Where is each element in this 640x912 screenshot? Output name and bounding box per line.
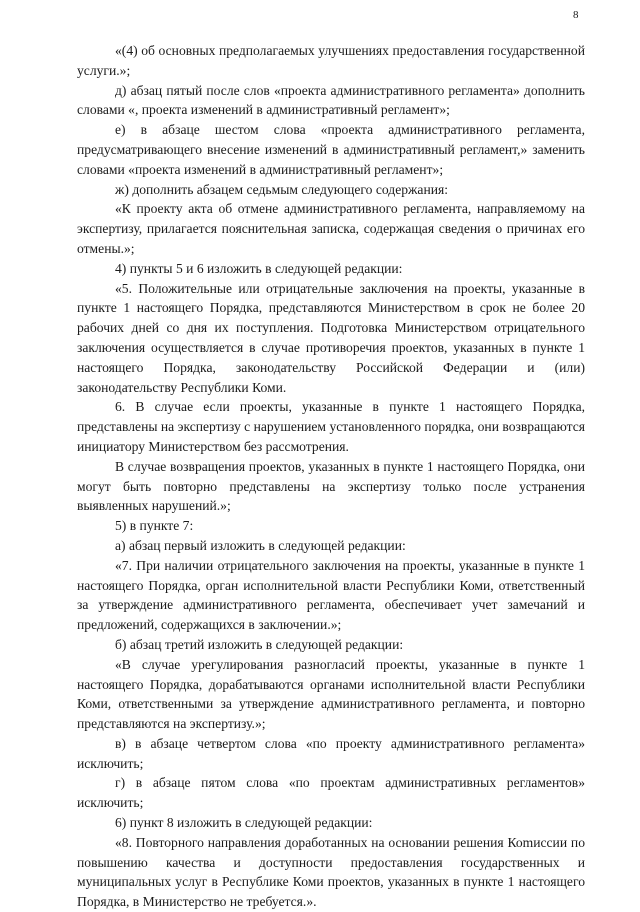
paragraph: б) абзац третий изложить в следующей редакции: <box>115 636 404 652</box>
paragraph: 6) пункт 8 изложить в следующей редакции: <box>115 815 373 831</box>
paragraph: 5) в пункте 7: <box>115 518 194 534</box>
paragraph: «7. При наличии отрицательного заключения на проекты, указанные в пункте 1 настоящего Порядка, орган исполнительной власти Республики Коми, ответственный за утверждение административного регламента, обеспечивает учет замечаний и предложений, содержащихся в заключении.»; <box>77 557 585 633</box>
paragraph: «В случае урегулирования разногласий проекты, указанные в пункте 1 настоящего Порядка, дорабатываются органами исполнительной власти Республики Коми, ответственными за утверждение административного регламента, и повторно представляются на экспертизу.»; <box>77 656 585 732</box>
paragraph: В случае возвращения проектов, указанных в пункте 1 настоящего Порядка, они могут быть повторно представлены на экспертизу только после устранения выявленных нарушений.»; <box>77 458 585 514</box>
paragraph: «К проекту акта об отмене административного регламента, направляемому на экспертизу, прилагается пояснительная записка, содержащая сведения о причинах его отмены.»; <box>77 201 585 256</box>
document-body <box>77 41 585 912</box>
paragraph: е) в абзаце шестом слова «проекта административного регламента, предусматривающего внесение изменений в административный регламент,» заменить словами «проекта изменений в административный регламент»; <box>77 122 585 177</box>
paragraph: г) в абзаце пятом слова «по проектам административных регламентов» исключить; <box>77 775 585 811</box>
paragraph: 6. В случае если проекты, указанные в пункте 1 настоящего Порядка, представлены на экспертизу с нарушением установленного порядка, они возвращаются инициатору Министерством без рассмотрения. <box>77 399 585 454</box>
paragraph: «(4) об основных предполагаемых улучшениях предоставления государственной услуги.»; <box>77 43 585 78</box>
paragraph: д) абзац пятый после слов «проекта административного регламента» дополнить словами «, проекта изменений в административный регламент»; <box>77 82 585 118</box>
paragraph: «8. Повторного направления доработанных на основании решения Коmиссии по повышению качества и доступности предоставления государственных и муниципальных услуг в Республике Коми проектов, указанных в пункте 1 настоящего Порядка, в Министерство не требуется.». <box>77 834 585 910</box>
page-number: 8 <box>573 9 579 21</box>
paragraph: ж) дополнить абзацем седьмым следующего содержания: <box>115 181 449 197</box>
paragraph: «5. Положительные или отрицательные заключения на проекты, указанные в пункте 1 настоящего Порядка, представляются Министерством в срок не более 20 рабочих дней со дня их поступления. Подготовка Министерством отрицательного заключения осуществляется в случае противоречия проектов, указанных в пункте 1 настоящего Порядка, законодательству Российской Федерации и (или) законодательству Республики Коми. <box>77 280 585 395</box>
paragraph: в) в абзаце четвертом слова «по проекту административного регламента» исключить; <box>77 735 585 771</box>
paragraph: 4) пункты 5 и 6 изложить в следующей редакции: <box>115 260 403 276</box>
paragraph: а) абзац первый изложить в следующей редакции: <box>115 537 406 553</box>
